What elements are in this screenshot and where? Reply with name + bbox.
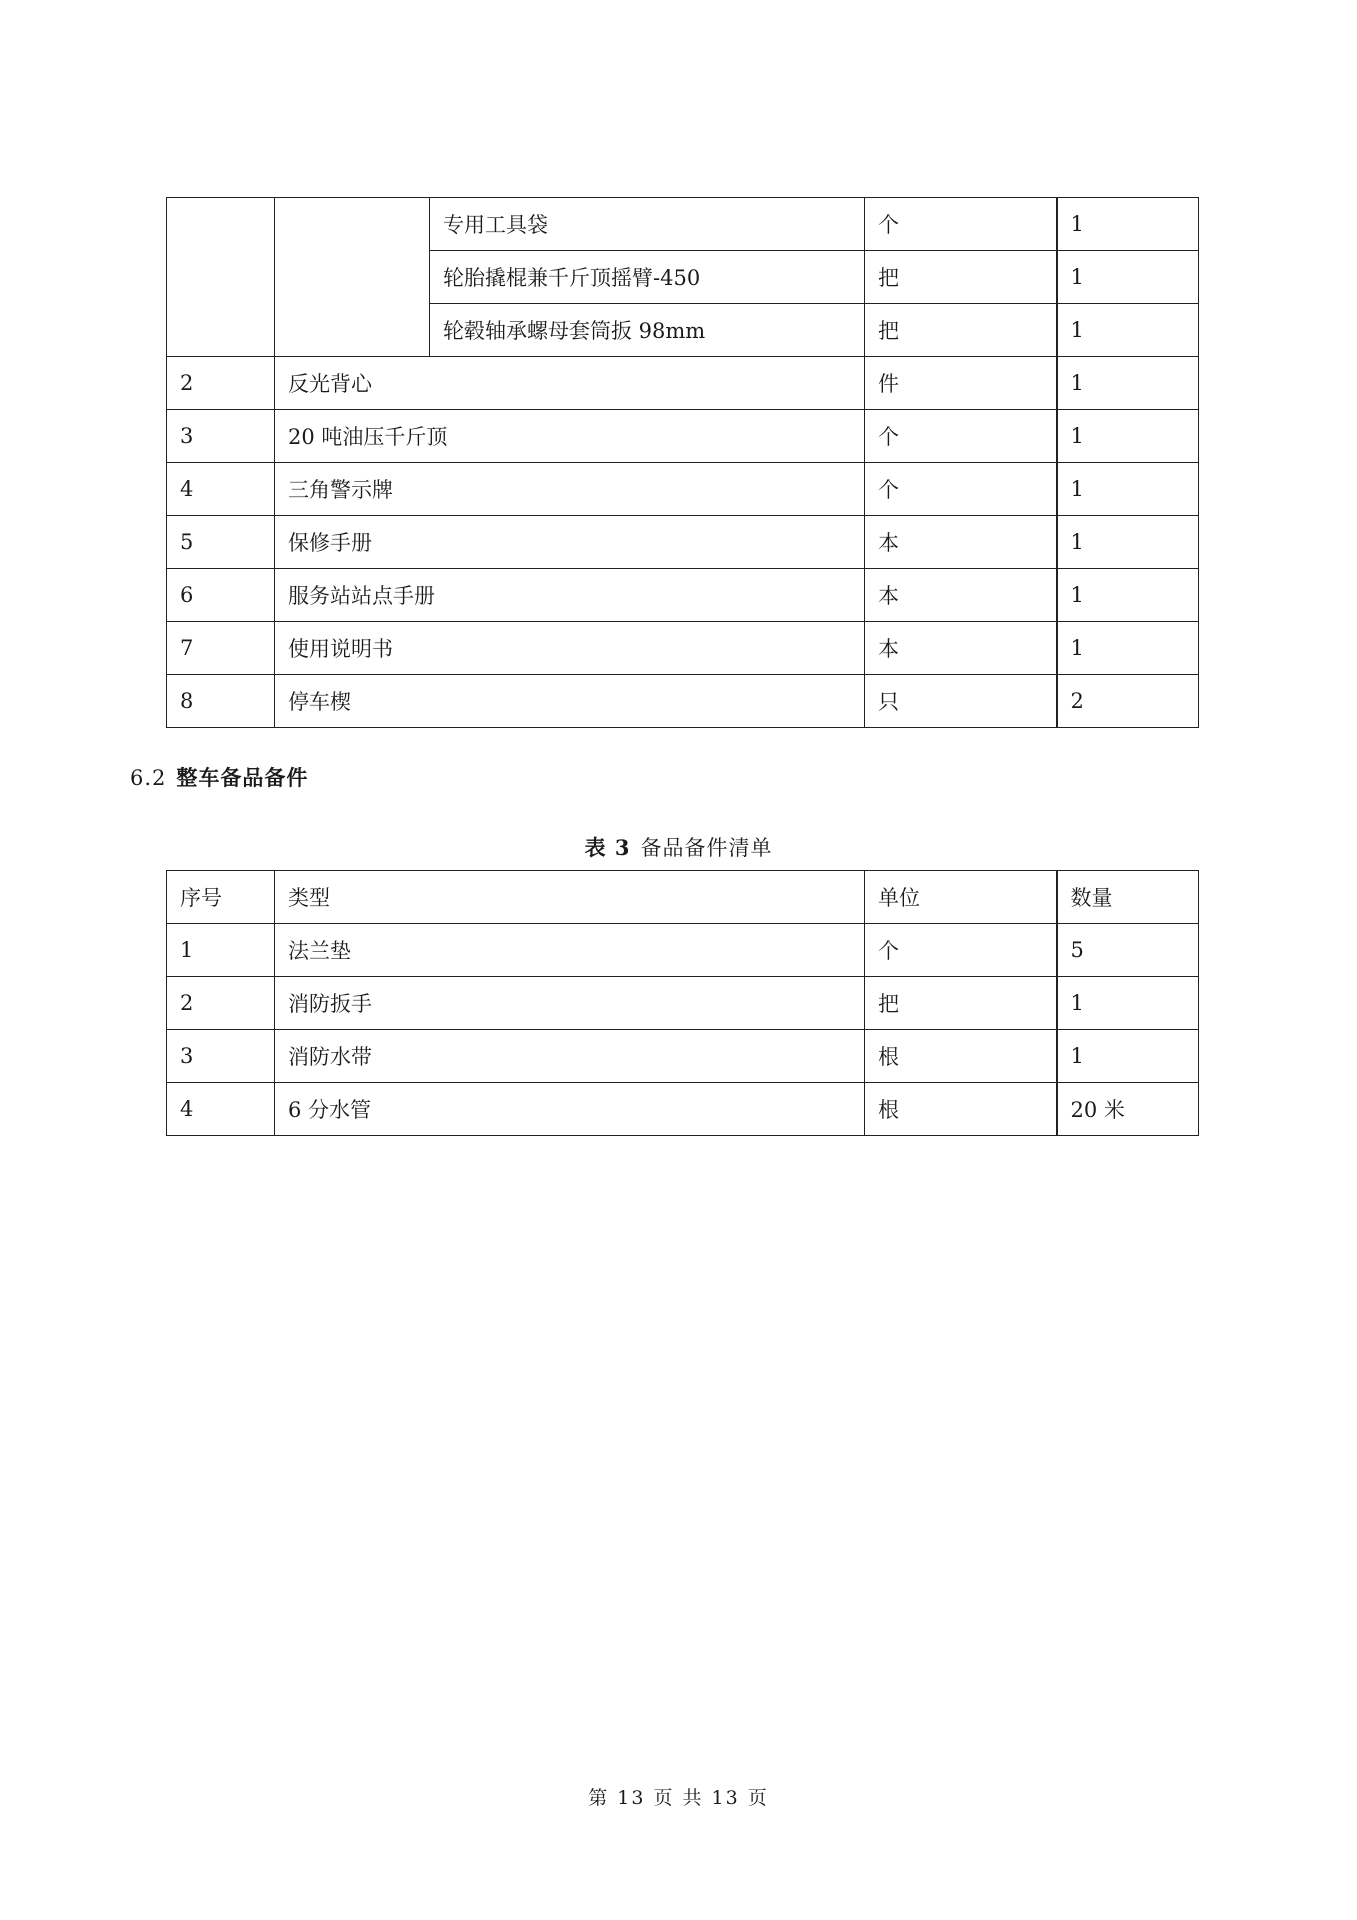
qty-cell: 1 (1057, 977, 1199, 1030)
unit-cell: 根 (865, 1083, 1057, 1136)
qty-cell: 1 (1057, 357, 1199, 410)
type-cell: 法兰垫 (275, 924, 865, 977)
no-cell: 3 (167, 410, 275, 463)
section-heading (130, 762, 308, 792)
item-cell: 服务站站点手册 (275, 569, 865, 622)
spare-parts-table (166, 870, 1199, 1136)
caption-title: 备品备件清单 (640, 836, 773, 860)
no-cell: 3 (167, 1030, 275, 1083)
table-header-row (167, 871, 1199, 924)
no-cell: 8 (167, 675, 275, 728)
unit-cell: 件 (865, 357, 1057, 410)
no-cell: 1 (167, 924, 275, 977)
table-row (167, 924, 1199, 977)
table-row (167, 977, 1199, 1030)
header-no: 序号 (167, 871, 275, 924)
header-qty: 数量 (1057, 871, 1199, 924)
item-cell: 保修手册 (275, 516, 865, 569)
unit-cell: 个 (865, 410, 1057, 463)
qty-cell: 1 (1057, 569, 1199, 622)
unit-cell: 个 (865, 924, 1057, 977)
type-cell: 消防水带 (275, 1030, 865, 1083)
qty-cell: 1 (1057, 622, 1199, 675)
type-cell: 消防扳手 (275, 977, 865, 1030)
table-row (167, 569, 1199, 622)
qty-cell: 2 (1057, 675, 1199, 728)
section-title: 整车备品备件 (176, 765, 309, 790)
unit-cell: 把 (865, 304, 1057, 357)
no-cell: 2 (167, 977, 275, 1030)
unit-cell: 本 (865, 569, 1057, 622)
table-row (167, 410, 1199, 463)
unit-cell: 把 (865, 251, 1057, 304)
unit-cell: 根 (865, 1030, 1057, 1083)
caption-label: 表 3 (584, 835, 631, 860)
accessory-table (166, 197, 1199, 728)
item-cell: 20 吨油压千斤顶 (275, 410, 865, 463)
no-cell: 5 (167, 516, 275, 569)
table-caption (0, 832, 1357, 862)
item-cell: 使用说明书 (275, 622, 865, 675)
table-row (167, 1083, 1199, 1136)
header-unit: 单位 (865, 871, 1057, 924)
no-cell: 7 (167, 622, 275, 675)
merged-group-cell (275, 198, 430, 357)
table-row (167, 198, 1199, 251)
type-cell: 6 分水管 (275, 1083, 865, 1136)
qty-cell: 1 (1057, 251, 1199, 304)
qty-cell: 1 (1057, 198, 1199, 251)
qty-cell: 1 (1057, 304, 1199, 357)
unit-cell: 个 (865, 198, 1057, 251)
qty-cell: 1 (1057, 410, 1199, 463)
item-cell: 停车楔 (275, 675, 865, 728)
no-cell: 4 (167, 463, 275, 516)
table-row (167, 357, 1199, 410)
item-cell: 三角警示牌 (275, 463, 865, 516)
unit-cell: 个 (865, 463, 1057, 516)
qty-cell: 1 (1057, 463, 1199, 516)
item-cell: 反光背心 (275, 357, 865, 410)
qty-cell: 1 (1057, 1030, 1199, 1083)
table-row (167, 1030, 1199, 1083)
table-row (167, 622, 1199, 675)
section-number: 6.2 (130, 766, 167, 790)
qty-cell: 5 (1057, 924, 1199, 977)
item-cell: 专用工具袋 (430, 198, 865, 251)
table-row (167, 463, 1199, 516)
no-cell: 6 (167, 569, 275, 622)
header-type: 类型 (275, 871, 865, 924)
unit-cell: 把 (865, 977, 1057, 1030)
unit-cell: 只 (865, 675, 1057, 728)
item-cell: 轮毂轴承螺母套筒扳 98mm (430, 304, 865, 357)
no-cell: 2 (167, 357, 275, 410)
unit-cell: 本 (865, 516, 1057, 569)
unit-cell: 本 (865, 622, 1057, 675)
merged-no-cell (167, 198, 275, 357)
page-footer: 第 13 页 共 13 页 (588, 1787, 769, 1809)
item-cell: 轮胎撬棍兼千斤顶摇臂-450 (430, 251, 865, 304)
table-row (167, 516, 1199, 569)
table-row (167, 675, 1199, 728)
no-cell: 4 (167, 1083, 275, 1136)
qty-cell: 20 米 (1057, 1083, 1199, 1136)
qty-cell: 1 (1057, 516, 1199, 569)
